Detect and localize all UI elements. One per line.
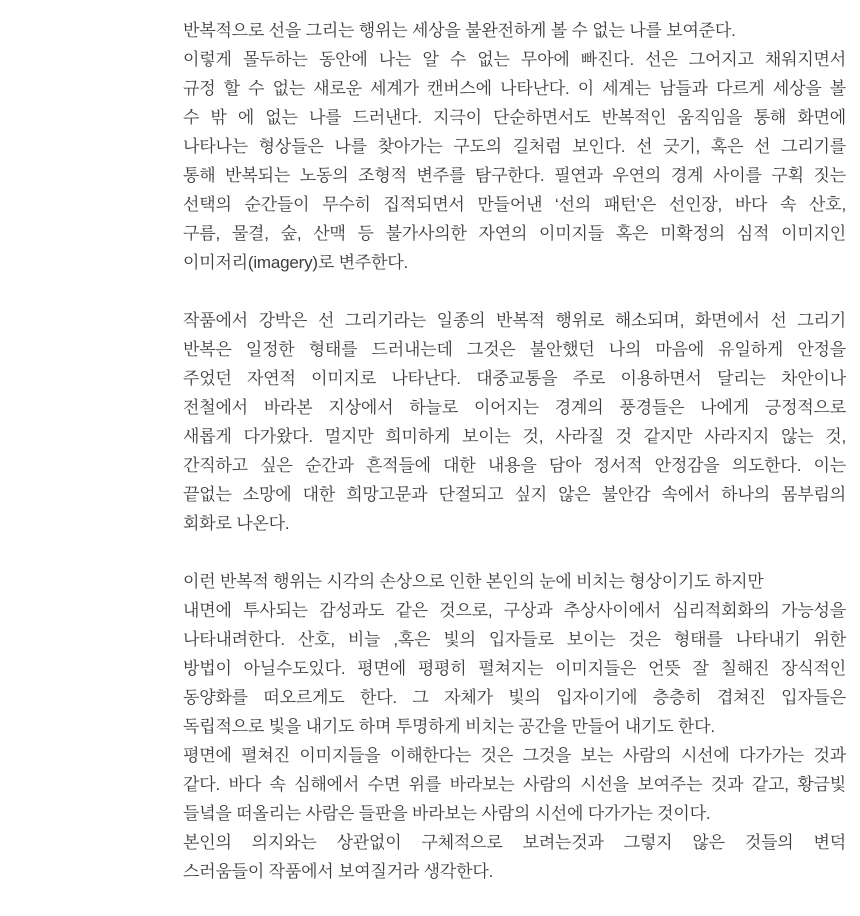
text-line-22: 나타내려한다. 산호, 비늘 ,혹은 빛의 입자들로 보이는 것은 형태를 나타내기 위한 [183,630,846,649]
text-line-28: 들녘을 떠올리는 사람은 들판을 바라보는 사람의 시선에 다가가는 것이다. [183,804,711,823]
text-line-2: 이렇게 몰두하는 동안에 나는 알 수 없는 무아에 빠진다. 선은 그어지고 채워지면서 [183,50,846,69]
text-line-5: 나타나는 형상들은 나를 찾아가는 구도의 길처럼 보인다. 선 긋기, 혹은 선 그리기를 [183,137,846,156]
text-line-1: 반복적으로 선을 그리는 행위는 세상을 불완전하게 볼 수 없는 나를 보여준다. [183,21,736,40]
text-line-11: 작품에서 강박은 선 그리기라는 일종의 반복적 행위로 해소되며, 화면에서 선 그리기 [183,311,846,330]
text-line-16: 간직하고 싶은 순간과 흔적들에 대한 내용을 담아 정서적 안정감을 의도한다. 이는 [183,456,846,475]
text-line-20: 이런 반복적 행위는 시각의 손상으로 인한 본인의 눈에 비치는 형상이기도 하지만 [183,572,764,591]
text-line-6: 통해 반복되는 노동의 조형적 변주를 탐구한다. 필연과 우연의 경계 사이를 구획 짓는 [183,166,846,185]
blank-line [183,538,846,567]
text-line-3: 규정 할 수 없는 새로운 세계가 캔버스에 나타난다. 이 세계는 남들과 다르게 세상을 볼 [183,79,846,98]
text-line-12: 반복은 일정한 형태를 드러내는데 그것은 불안했던 나의 마음에 유일하게 안정을 [183,340,846,359]
text-line-17: 끝없는 소망에 대한 희망고문과 단절되고 싶지 않은 불안감 속에서 하나의 몸부림의 [183,485,846,504]
blank-line [183,277,846,306]
text-line-14: 전철에서 바라본 지상에서 하늘로 이어지는 경계의 풍경들은 나에게 긍정적으로 [183,398,846,417]
text-line-29: 본인의 의지와는 상관없이 구체적으로 보려는것과 그렇지 않은 것들의 변덕 [183,833,846,852]
text-line-25: 독립적으로 빛을 내기도 하며 투명하게 비치는 공간을 만들어 내기도 한다. [183,717,715,736]
text-line-15: 새롭게 다가왔다. 멀지만 희미하게 보이는 것, 사라질 것 같지만 사라지지 않는 것, [183,427,846,446]
text-line-7: 선택의 순간들이 무수히 집적되면서 만들어낸 ‘선의 패턴’은 선인장, 바다 속 산호, [183,195,846,214]
text-line-4: 수 밖 에 없는 나를 드러낸다. 지극이 단순하면서도 반복적인 움직임을 통해 화면에 [183,108,846,127]
text-line-8: 구름, 물결, 숲, 산맥 등 불가사의한 자연의 이미지들 혹은 미확정의 심적 이미지인 [183,224,846,243]
text-line-13: 주었던 자연적 이미지로 나타난다. 대중교통을 주로 이용하면서 달리는 차안이나 [183,369,846,388]
text-line-27: 같다. 바다 속 심해에서 수면 위를 바라보는 사람의 시선을 보여주는 것과 같고, 황금빛 [183,775,846,794]
artist-statement-text-block [183,16,846,886]
text-line-24: 동양화를 떠오르게도 한다. 그 자체가 빛의 입자이기에 층층히 겹쳐진 입자들은 [183,688,846,707]
text-line-18: 회화로 나온다. [183,514,290,533]
text-line-23: 방법이 아닐수도있다. 평면에 평평히 펼쳐지는 이미지들은 언뜻 잘 칠해진 장식적인 [183,659,846,678]
text-line-21: 내면에 투사되는 감성과도 같은 것으로, 구상과 추상사이에서 심리적회화의 가능성을 [183,601,846,620]
text-line-26: 평면에 펼쳐진 이미지들을 이해한다는 것은 그것을 보는 사람의 시선에 다가가는 것과 [183,746,846,765]
text-line-9: 이미저리(imagery)로 변주한다. [183,253,409,272]
text-line-30: 스러움들이 작품에서 보여질거라 생각한다. [183,862,494,881]
